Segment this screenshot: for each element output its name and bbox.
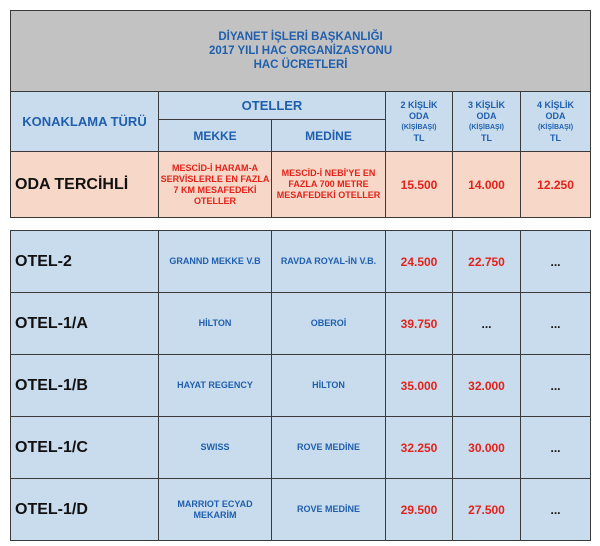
header-table [10, 10, 591, 218]
col-2kisilik: 2 KİŞLİK ODA (KİŞİBAŞI) TL [386, 92, 453, 152]
hotel-mekke: SWISS [159, 417, 272, 479]
preference-price-4: 12.250 [521, 152, 591, 218]
preference-medine: MESCİD-İ NEBİ'YE EN FAZLA 700 METRE MESAFEDEKİ OTELLER [272, 152, 386, 218]
hotel-price-4: ... [521, 231, 591, 293]
hotel-medine: ROVE MEDİNE [272, 479, 386, 541]
hotel-price-4: ... [521, 417, 591, 479]
col-4kisilik: 4 KİŞLİK ODA (KİŞİBAŞI) TL [521, 92, 591, 152]
hotel-price-2: 29.500 [386, 479, 453, 541]
title-line3: HAC ÜCRETLERİ [253, 59, 348, 71]
mekke-header: MEKKE [159, 120, 272, 152]
hotel-price-2: 39.750 [386, 293, 453, 355]
hotel-mekke: MARRIOT ECYAD MEKARİM [159, 479, 272, 541]
col-3kisilik: 3 KİŞLİK ODA (KİŞİBAŞI) TL [453, 92, 521, 152]
title-line1: DİYANET İŞLERİ BAŞKANLIĞI [218, 31, 383, 43]
hotel-price-3: 22.750 [453, 231, 521, 293]
hotel-medine: OBEROİ [272, 293, 386, 355]
preference-price-2: 15.500 [386, 152, 453, 218]
preference-mekke: MESCİD-İ HARAM-A SERVİSLERLE EN FAZLA 7 KM MESAFEDEKİ OTELLER [159, 152, 272, 218]
preference-label: ODA TERCİHLİ [11, 152, 159, 218]
hotel-mekke: HAYAT REGENCY [159, 355, 272, 417]
medine-header: MEDİNE [272, 120, 386, 152]
hotel-mekke: GRANND MEKKE V.B [159, 231, 272, 293]
table-row [11, 231, 591, 293]
hotel-mekke: HİLTON [159, 293, 272, 355]
oteller-header: OTELLER [159, 92, 386, 120]
title-line2: 2017 YILI HAC ORGANİZASYONU [208, 45, 393, 57]
hotel-price-4: ... [521, 479, 591, 541]
hotel-table [10, 230, 591, 541]
table-row [11, 355, 591, 417]
hotel-label: OTEL-1/B [11, 355, 159, 417]
hotel-medine: HİLTON [272, 355, 386, 417]
hotel-label: OTEL-1/D [11, 479, 159, 541]
hotel-price-3: 27.500 [453, 479, 521, 541]
hotel-price-3: 32.000 [453, 355, 521, 417]
hotel-price-2: 24.500 [386, 231, 453, 293]
hotel-price-2: 35.000 [386, 355, 453, 417]
hotel-price-4: ... [521, 293, 591, 355]
konaklama-header: KONAKLAMA TÜRÜ [11, 92, 159, 152]
table-row [11, 479, 591, 541]
hotel-price-2: 32.250 [386, 417, 453, 479]
hotel-label: OTEL-1/A [11, 293, 159, 355]
hotel-price-4: ... [521, 355, 591, 417]
hotel-medine: RAVDA ROYAL-İN V.B. [272, 231, 386, 293]
hotel-price-3: ... [453, 293, 521, 355]
preference-price-3: 14.000 [453, 152, 521, 218]
table-row [11, 417, 591, 479]
hotel-label: OTEL-1/C [11, 417, 159, 479]
table-row [11, 293, 591, 355]
hotel-medine: ROVE MEDİNE [272, 417, 386, 479]
hotel-label: OTEL-2 [11, 231, 159, 293]
page-title [11, 11, 591, 92]
hotel-price-3: 30.000 [453, 417, 521, 479]
